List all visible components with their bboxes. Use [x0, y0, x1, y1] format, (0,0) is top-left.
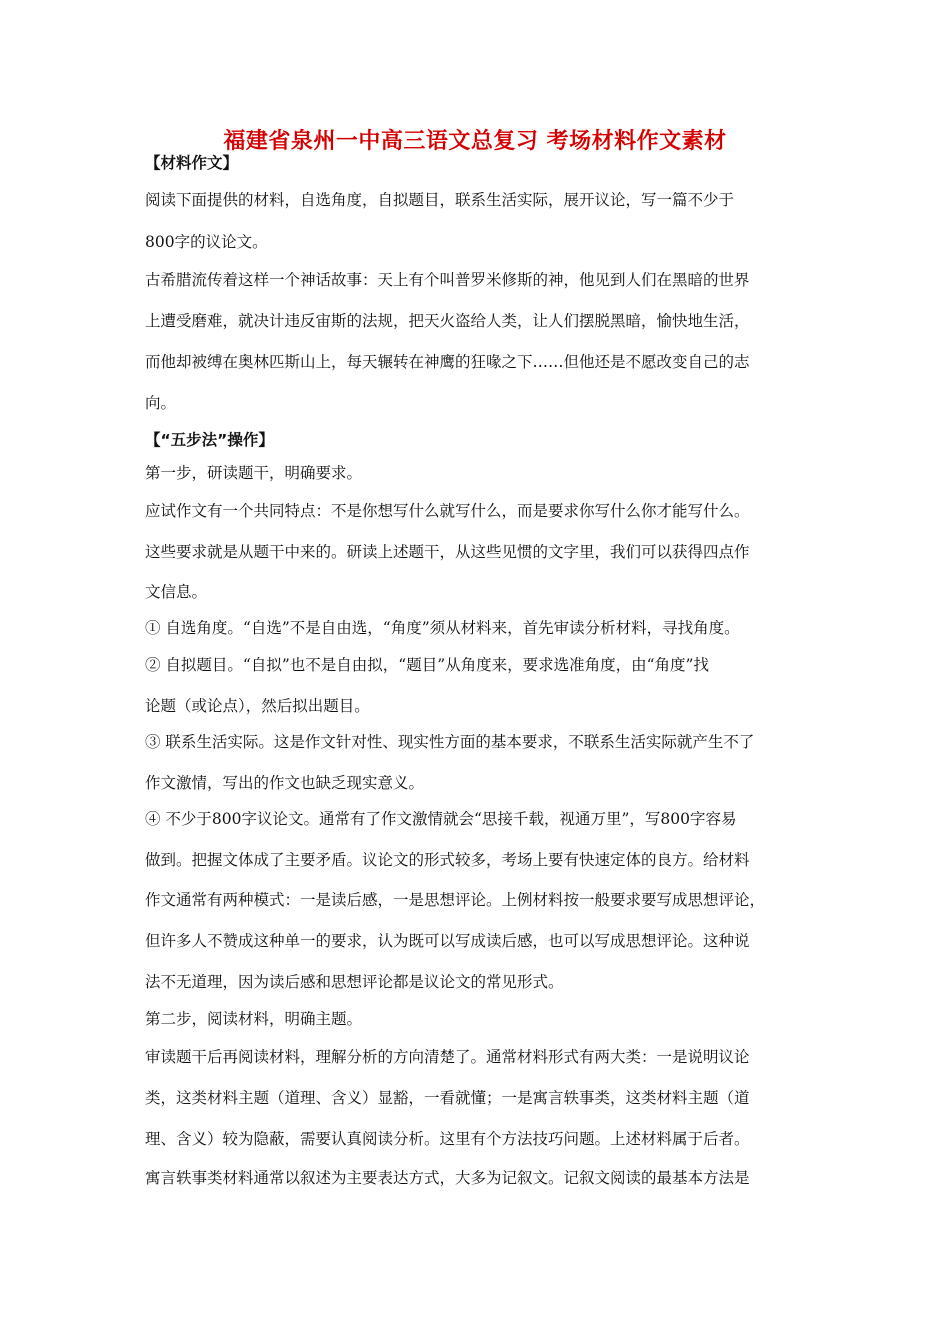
- paragraph-line: 论题（或论点），然后拟出题目。: [145, 697, 370, 715]
- section-heading-five-steps: 【“五步法”操作】: [145, 431, 274, 449]
- paragraph-line: 第二步，阅读材料，明确主题。: [145, 1010, 363, 1028]
- section-heading-material-essay: 【材料作文】: [145, 154, 239, 172]
- paragraph-line: 寓言轶事类材料通常以叙述为主要表达方式，大多为记叙文。记叙文阅读的最基本方法是: [145, 1169, 750, 1187]
- paragraph-line: 古希腊流传着这样一个神话故事：天上有个叫普罗米修斯的神，他见到人们在黑暗的世界: [145, 271, 750, 289]
- paragraph-line: 800字的议论文。: [145, 233, 268, 251]
- paragraph-line: 但许多人不赞成这种单一的要求，认为既可以写成读后感，也可以写成思想评论。这种说: [145, 932, 750, 950]
- paragraph-line: 这些要求就是从题干中来的。研读上述题干，从这些见惯的文字里，我们可以获得四点作: [145, 543, 750, 561]
- paragraph-line: 作文通常有两种模式：一是读后感，一是思想评论。上例材料按一般要求要写成思想评论，: [145, 891, 766, 909]
- paragraph-line: 第一步，研读题干，明确要求。: [145, 464, 363, 482]
- paragraph-line: 文信息。: [145, 583, 208, 601]
- paragraph-line: 理、含义）较为隐蔽，需要认真阅读分析。这里有个方法技巧问题。上述材料属于后者。: [145, 1130, 750, 1148]
- paragraph-line: 审读题干后再阅读材料，理解分析的方向清楚了。通常材料形式有两大类：一是说明议论: [145, 1048, 750, 1066]
- paragraph-line: 应试作文有一个共同特点：不是你想写什么就写什么，而是要求你写什么你才能写什么。: [145, 502, 750, 520]
- paragraph-line: 作文激情，写出的作文也缺乏现实意义。: [145, 774, 425, 792]
- paragraph-line: ② 自拟题目。“自拟”也不是自由拟，“题目”从角度来，要求选准角度，由“角度”找: [145, 656, 709, 674]
- paragraph-line: 做到。把握文体成了主要矛盾。议论文的形式较多，考场上要有快速定体的良方。给材料: [145, 851, 750, 869]
- document-title: 福建省泉州一中高三语文总复习 考场材料作文素材: [223, 129, 727, 154]
- paragraph-line: 类，这类材料主题（道理、含义）显豁，一看就懂；一是寓言轶事类，这类材料主题（道: [145, 1089, 750, 1107]
- paragraph-line: 向。: [145, 394, 177, 412]
- paragraph-line: ③ 联系生活实际。这是作文针对性、现实性方面的基本要求，不联系生活实际就产生不了: [145, 733, 755, 751]
- paragraph-line: 而他却被缚在奥林匹斯山上，每天辗转在神鹰的狂喙之下……但他还是不愿改变自己的志: [145, 353, 750, 371]
- paragraph-line: 法不无道理，因为读后感和思想评论都是议论文的常见形式。: [145, 973, 564, 991]
- paragraph-line: ① 自选角度。“自选”不是自由选，“角度”须从材料来，首先审读分析材料，寻找角度。: [145, 619, 740, 637]
- paragraph-line: ④ 不少于800字议论文。通常有了作文激情就会“思接千载，视通万里”，写800字容易: [145, 810, 737, 828]
- paragraph-line: 阅读下面提供的材料，自选角度，自拟题目，联系生活实际，展开议论，写一篇不少于: [145, 191, 735, 209]
- paragraph-line: 上遭受磨难，就决计违反宙斯的法规，把天火盗给人类，让人们摆脱黑暗，愉快地生活，: [145, 312, 750, 330]
